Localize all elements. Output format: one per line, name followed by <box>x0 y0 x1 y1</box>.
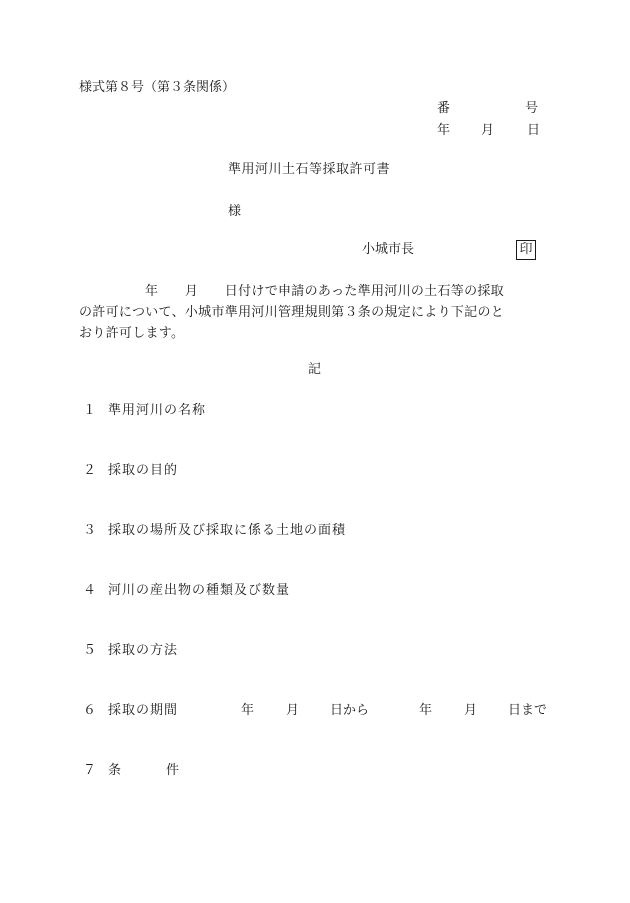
period-end-year-label: 年 <box>419 703 433 718</box>
item-number: ５ <box>83 643 97 658</box>
date-day-label: 日 <box>527 123 541 138</box>
period-start-year-label: 年 <box>241 703 255 718</box>
notation-heading: 記 <box>308 362 322 377</box>
item-label-conditions-second: 件 <box>166 763 180 778</box>
item-number: ７ <box>83 763 97 778</box>
seal-mark: 印 <box>516 240 536 260</box>
item-label-location-area: 採取の場所及び採取に係る土地の面積 <box>108 523 347 538</box>
document-number-label: 番 <box>437 101 451 116</box>
item-number: ２ <box>83 463 97 478</box>
addressee-honorific: 様 <box>228 204 242 219</box>
document-number-suffix: 号 <box>525 101 539 116</box>
item-label-method: 採取の方法 <box>108 643 179 658</box>
body-text-line-2: の許可について、小城市準用河川管理規則第３条の規定により下記のと <box>79 305 505 320</box>
issuer-name: 小城市長 <box>362 242 415 257</box>
date-month-label: 月 <box>481 123 495 138</box>
date-year-label: 年 <box>437 123 451 138</box>
item-label-product-type-quantity: 河川の産出物の種類及び数量 <box>108 583 291 598</box>
item-label-purpose: 採取の目的 <box>108 463 179 478</box>
item-number: ４ <box>83 583 97 598</box>
period-start-month-label: 月 <box>286 703 300 718</box>
document-title: 準用河川土石等採取許可書 <box>228 162 391 177</box>
item-label-river-name: 準用河川の名称 <box>108 403 207 418</box>
period-end-month-label: 月 <box>464 703 478 718</box>
body-text-line-3: おり許可します。 <box>79 326 185 341</box>
item-label-period: 採取の期間 <box>108 703 179 718</box>
item-number: １ <box>83 403 97 418</box>
form-number: 様式第８号（第３条関係） <box>79 80 236 95</box>
period-start-day-label: 日から <box>330 703 370 718</box>
item-number: ６ <box>83 703 97 718</box>
item-number: ３ <box>83 523 97 538</box>
period-end-day-label: 日まで <box>508 703 548 718</box>
item-label-conditions-first: 条 <box>108 763 122 778</box>
body-text-line-1: 年 月 日付けで申請のあった準用河川の土石等の採取 <box>145 284 504 299</box>
